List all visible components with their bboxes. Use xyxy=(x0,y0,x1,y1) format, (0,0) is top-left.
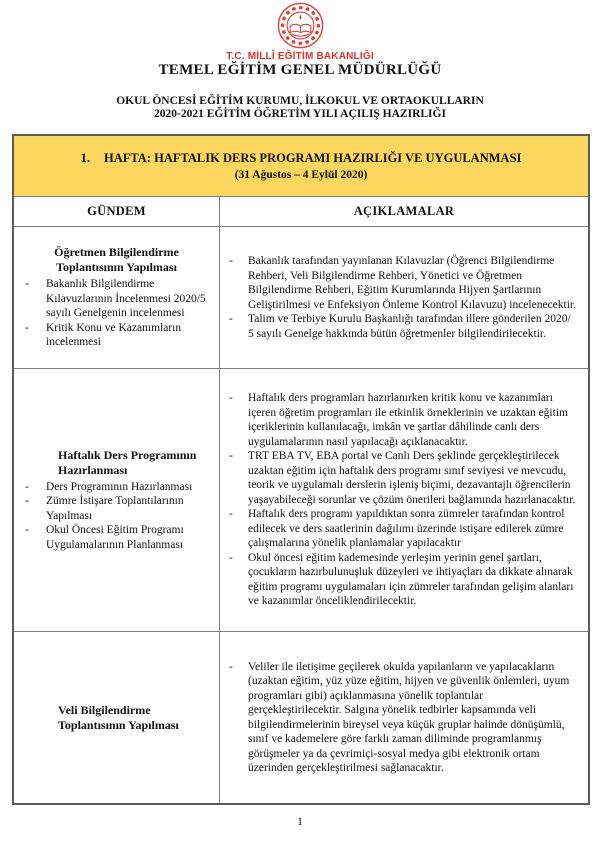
week-title: HAFTA: HAFTALIK DERS PROGRAMI HAZIRLIĞI VE UYGULANMASI xyxy=(103,151,522,165)
week-number: 1. xyxy=(80,151,90,165)
dash-marker: - xyxy=(25,278,29,291)
list-item: - TRT EBA TV, EBA portal ve Canlı Ders şeklinde gerçekleştirilecek uzaktan eğitim için haftalık ders programı sınıf seviyesi ve mevcudu, teorik ve uygulamalı derslerin işleniş biçimi, dezavantajlı öğrencilerin yaşayabileceği sorunlar ve çözüm önerileri bağlamında hazırlanacaktır. xyxy=(229,450,576,506)
document-title xyxy=(0,95,600,120)
dash-marker: - xyxy=(25,524,29,537)
meb-emblem-icon xyxy=(277,2,324,49)
list-item: - Okul Öncesi Eğitim Programı Uygulamalarının Planlanması xyxy=(25,524,184,551)
aciklamalar-cell xyxy=(220,227,588,368)
dash-marker: - xyxy=(229,255,233,267)
agenda-title: Veli Bilgilendirme Toplantısının Yapılması xyxy=(58,702,179,732)
list-item: - Bakanlık Bilgilendirme Kılavuzlarının İncelenmesi 2020/5 sayılı Genelgenin incelenmesi xyxy=(25,278,206,320)
list-item: - Zümre İstişare Toplantılarının Yapılması xyxy=(25,495,184,522)
week-banner-title xyxy=(81,151,522,166)
dash-marker: - xyxy=(229,660,233,673)
agenda-title: Öğretmen Bilgilendirme Toplantısının Yapılması xyxy=(54,245,179,275)
aciklamalar-cell xyxy=(220,632,588,803)
list-item: - Okul öncesi eğitim kademesinde yerleşim yerinin genel şartları, çocukların hazırbulunuşluk düzeyleri ve ihtiyaçları da dikkate alınarak eğitim programı uygulamaları için zümreler tarafından gelişim alanları ve kazanımlar önceliklendirilecektir. xyxy=(229,551,574,608)
agenda-title: Haftalık Ders Programının Hazırlanması xyxy=(58,447,197,477)
meb-logo xyxy=(0,2,600,50)
list-item: - Haftalık ders programı yapıldıktan sonra zümreler tarafından kontrol edilecek ve ders saatlerinin dağılımı üzerinde istişare edilerek zümre çalışmalarına yönelik planlamalar yapılacaktır xyxy=(229,508,565,550)
dash-marker: - xyxy=(25,480,29,493)
directorate-name: TEMEL EĞİTİM GENEL MÜDÜRLÜĞÜ xyxy=(158,62,442,78)
agenda-list xyxy=(14,277,219,350)
ministry-name: T.C. MİLLÎ EĞİTİM BAKANLIĞI xyxy=(226,51,374,62)
list-item: - Veliler ile iletişime geçilerek okulda yapılanların ve yapılacakların (uzaktan eğitim, yüz yüze eğitim, hijyen ve güvenlik önlemleri, uyum programları gibi) açıklanmasına yönelik toplantılar gerçekleştirilecektir. Salgına yönelik tedbirler kapsamında veli bilgilendirmelerinin bireysel veya küçük gruplar halinde dönüşümlü, sınıf ve kademelere göre farklı zaman diliminde programlanmış görüşmeler ya da çevrimiçi-sosyal medya gibi elektronik ortam üzerinden gerçekleştirilmesi sağlanacaktır. xyxy=(229,660,570,774)
dash-marker: - xyxy=(229,508,233,521)
document-title-line2: 2020-2021 EĞİTİM ÖĞRETİM YILI AÇILIŞ HAZIRLIĞI xyxy=(154,107,446,120)
agenda-list xyxy=(14,480,219,553)
weekly-program-table xyxy=(12,134,590,805)
dash-marker: - xyxy=(25,321,29,334)
table-header-row xyxy=(14,197,588,227)
dash-marker: - xyxy=(229,392,233,405)
gundem-cell xyxy=(14,369,220,631)
column-header-aciklamalar: AÇIKLAMALAR xyxy=(353,204,455,218)
list-item: - Talim ve Terbiye Kurulu Başkanlığı tarafından illere gönderilen 2020/ 5 sayılı Genelge hakkında bütün öğretmenler bilgilendirilecektir. xyxy=(229,313,571,340)
table-row xyxy=(14,227,588,369)
table-row xyxy=(14,369,588,632)
page-number: 1 xyxy=(297,816,303,828)
dash-marker: - xyxy=(229,450,233,463)
column-header-gundem: GÜNDEM xyxy=(14,197,220,226)
list-item: - Kritik Konu ve Kazanımların incelenmesi xyxy=(25,321,182,349)
document-title-line1: OKUL ÖNCESİ EĞİTİM KURUMU, İLKOKUL VE ORTAOKULLARIN xyxy=(116,95,484,107)
dash-marker: - xyxy=(229,551,233,564)
list-item: - Haftalık ders programları hazırlanırken kritik konu ve kazanımları içeren öğretim programları ile etkinlik örneklerinin ve uzaktan eğitim içeriklerinin kullanılacağı, imkân ve şartlar dâhilinde canlı ders uygulamalarının nasıl yapılacağı açıklanacaktır. xyxy=(229,392,568,448)
gundem-cell xyxy=(14,227,220,368)
aciklamalar-cell xyxy=(220,369,588,631)
list-item: - Bakanlık tarafından yayınlanan Kılavuzlar (Öğrenci Bilgilendirme Rehberi, Veli Bilgilendirme Rehberi, Yönetici ve Öğretmen Bilgilendirme Rehberi, Eğitim Kurumlarında Hijyen Şartlarının Geliştirilmesi ve Enfeksiyon Önleme Kontrol Kılavuzu) incelenecektir. xyxy=(229,255,576,311)
list-item: - Ders Programının Hazırlanması xyxy=(25,480,193,493)
document-header xyxy=(0,0,600,120)
week-banner xyxy=(14,136,588,197)
gundem-cell xyxy=(14,632,220,803)
dash-marker: - xyxy=(25,495,29,508)
dash-marker: - xyxy=(229,313,233,325)
table-row xyxy=(14,632,588,803)
week-date-range: (31 Ağustos – 4 Eylül 2020) xyxy=(234,169,368,181)
